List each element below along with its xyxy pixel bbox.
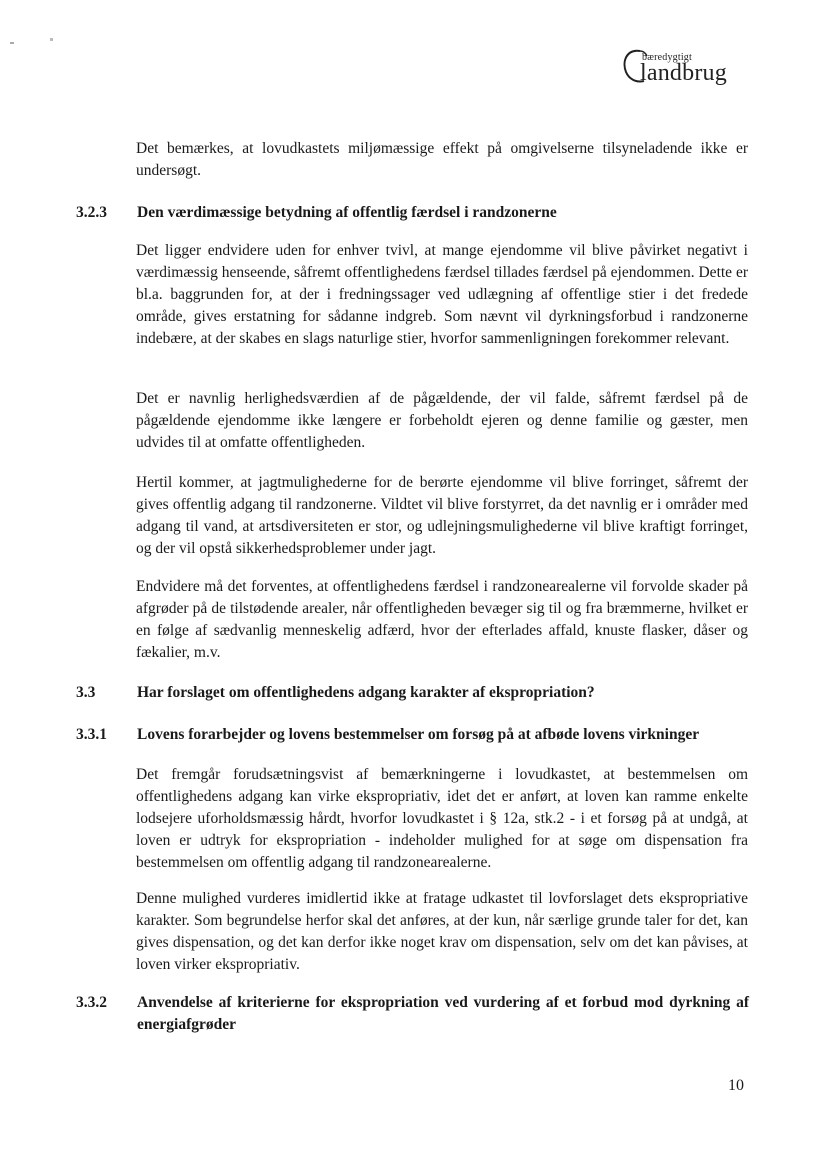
page-number: 10 [728,1077,744,1094]
paragraph: Denne mulighed vurderes imidlertid ikke at fratage udkastet til lovforslaget dets ekspropriative karakter. Som begrundelse herfor skal det anføres, at der kun, når særlige grunde taler for det, kan gives dispensation, og det kan derfor ikke noget krav om dispensation, selv om det kan påvises, at loven virker ekspropriativ. [136,890,748,973]
paragraph: Det fremgår forudsætningsvist af bemærkningerne i lovudkastet, at bestemmelsen om offentlighedens adgang kan virke ekspropriativ, idet det er anført, at loven kan ramme enkelte lodsejere uforholdsmæssig hårdt, hvorfor lovudkastet i § 12a, stk.2 - i et forsøg på at undgå, at loven er udtryk for ekspropriation - indeholder mulighed for at søge om dispensation fra bestemmelsen om offentlig adgang til randzonearealerne. [136,766,748,871]
section-title: Har forslaget om offentlighedens adgang karakter af ekspropriation? [137,684,595,701]
logo-wordmark: landbrug [640,60,727,86]
section-number: 3.3.2 [76,994,107,1011]
scan-speck [10,42,14,44]
paragraph: Endvidere må det forventes, at offentlighedens færdsel i randzonearealerne vil forvolde skader på afgrøder på de tilstødende arealer, når offentligheden bevæger sig til og fra bræmmerne, hvilket er en følge af sædvanlig menneskelig adfærd, hvor der efterlades affald, knuste flasker, dåser og fækalier, m.v. [136,578,748,661]
scan-speck [50,38,53,41]
section-title: Anvendelse af kriterierne for ekspropriation ved vurdering af et forbud mod dyrkning af energiafgrøder [137,994,749,1033]
section-number: 3.3.1 [76,726,107,743]
paragraph: Det ligger endvidere uden for enhver tvivl, at mange ejendomme vil blive påvirket negativt i værdimæssig henseende, såfremt offentlighedens færdsel tillades færdsel på ejendommen. Dette er bl.a. baggrunden for, at der i fredningssager ved udlægning af offentlige stier i det fredede område, gives erstatning for sådanne indgreb. Som nævnt vil dyrkningsforbud i randzonerne indebære, at der skabes en slags naturlige stier, hvorfor sammenligningen forekommer relevant. [136,242,748,347]
paragraph: Det bemærkes, at lovudkastets miljømæssige effekt på omgivelserne tilsyneladende ikke er undersøgt. [136,140,748,179]
section-number: 3.2.3 [76,204,107,221]
section-title: Den værdimæssige betydning af offentlig færdsel i randzonerne [137,204,557,221]
section-title: Lovens forarbejder og lovens bestemmelser om forsøg på at afbøde lovens virkninger [137,726,700,743]
section-number: 3.3 [76,684,96,701]
logo-tagline: bæredygtigt [642,52,692,63]
paragraph: Hertil kommer, at jagtmulighederne for de berørte ejendomme vil blive forringet, såfremt der gives offentlig adgang til randzonerne. Vildtet vil blive forstyrret, da det navnlig er i områder med adgang til vand, at artsdiversiteten er stor, og udlejningsmulighederne vil blive kraftigt forringet, og der vil opstå sikkerhedsproblemer under jagt. [136,474,748,557]
paragraph: Det er navnlig herlighedsværdien af de pågældende, der vil falde, såfremt færdsel på de pågældende ejendomme ikke længere er forbeholdt ejeren og denne familie og gæster, men udvides til at omfatte offentligheden. [136,390,748,451]
logo [618,46,748,92]
